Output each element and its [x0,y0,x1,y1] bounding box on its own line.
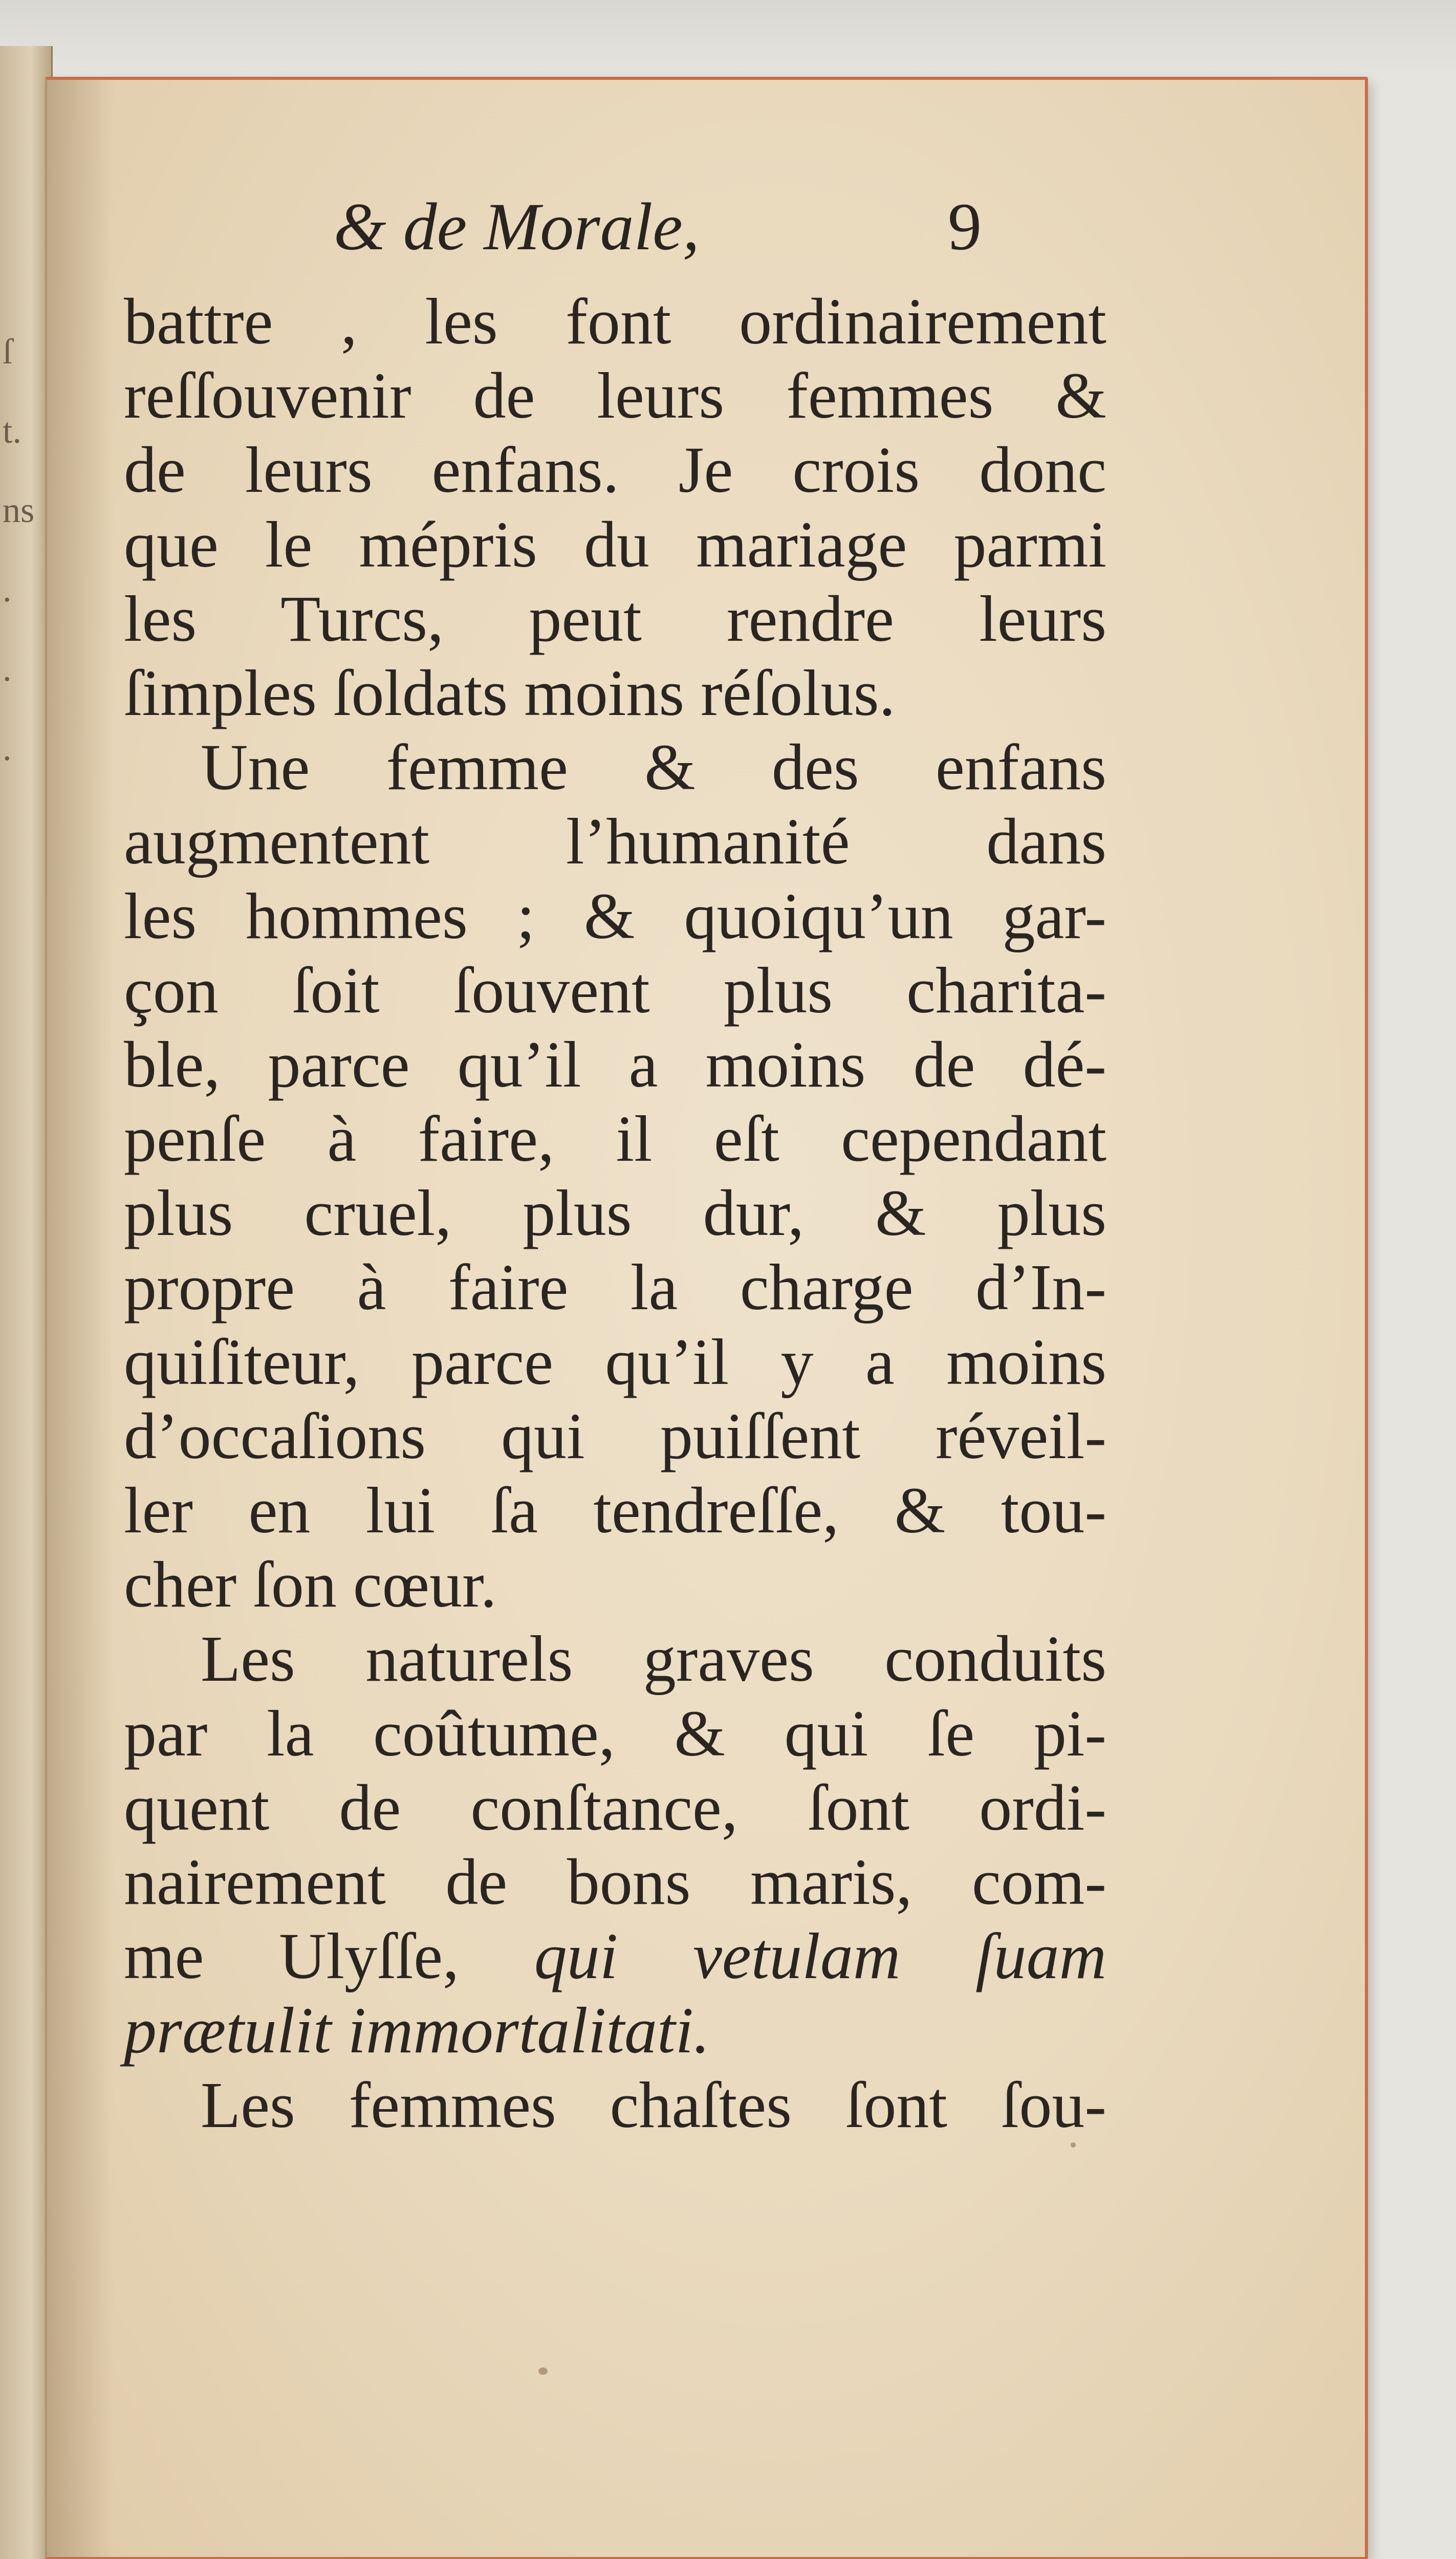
text-line: Les femmes chaſtes ſont ſou- [201,2068,1106,2141]
text-line: Les naturels graves conduits [201,1622,1106,1696]
text-line: reſſouvenir de leurs femmes & [124,359,1106,432]
text-line: ſimples ſoldats moins réſolus. [124,656,896,729]
text-line: Une femme & des enfans [201,731,1106,804]
paper-speck [538,2368,548,2375]
text-line: penſe à faire, il eſt cependant [124,1102,1106,1176]
paper-speck [1071,2142,1076,2148]
text-line: quent de conſtance, ſont ordi- [124,1771,1106,1844]
page-number: 9 [948,189,982,264]
latin-quotation-line: prætulit immortalitati. [124,1994,710,2067]
text-line-mixed [124,1919,1106,1993]
body-text [124,285,1106,2142]
scan-background [0,0,1456,77]
latin-quotation: qui vetulam ſuam [534,1920,1106,1993]
text-line: les hommes ; & quoiqu’un gar- [124,879,1106,952]
text-line: quiſiteur, parce qu’il y a moins [124,1325,1106,1398]
text-line: ler en lui ſa tendreſſe, & tou- [124,1474,1106,1547]
running-head: & de Morale, [334,189,700,264]
text-line: de leurs enfans. Je crois donc [124,433,1106,507]
text-line: les Turcs, peut rendre leurs [124,582,1106,655]
text-line: que le mépris du mariage parmi [124,508,1106,581]
text-line: d’occaſions qui puiſſent réveil- [124,1399,1106,1472]
text-line: par la coûtume, & qui ſe pi- [124,1697,1106,1770]
text-line: ble, parce qu’il a moins de dé- [124,1028,1106,1101]
book-page [45,77,1368,2559]
text-line: battre , les font ordinairement [124,285,1106,358]
facing-page-letter-fragments: ſ t. ns . . . [3,332,35,768]
text-line: cher ſon cœur. [124,1548,497,1621]
text-line: plus cruel, plus dur, & plus [124,1177,1106,1250]
gutter-shadow [47,80,114,2557]
roman-segment: me Ulyſſe, [124,1920,534,1993]
text-line: propre à faire la charge d’In- [124,1251,1106,1324]
text-line: nairement de bons maris, com- [124,1845,1106,1918]
text-line: augmentent l’humanité dans [124,805,1106,878]
text-line: çon ſoit ſouvent plus charita- [124,953,1106,1027]
